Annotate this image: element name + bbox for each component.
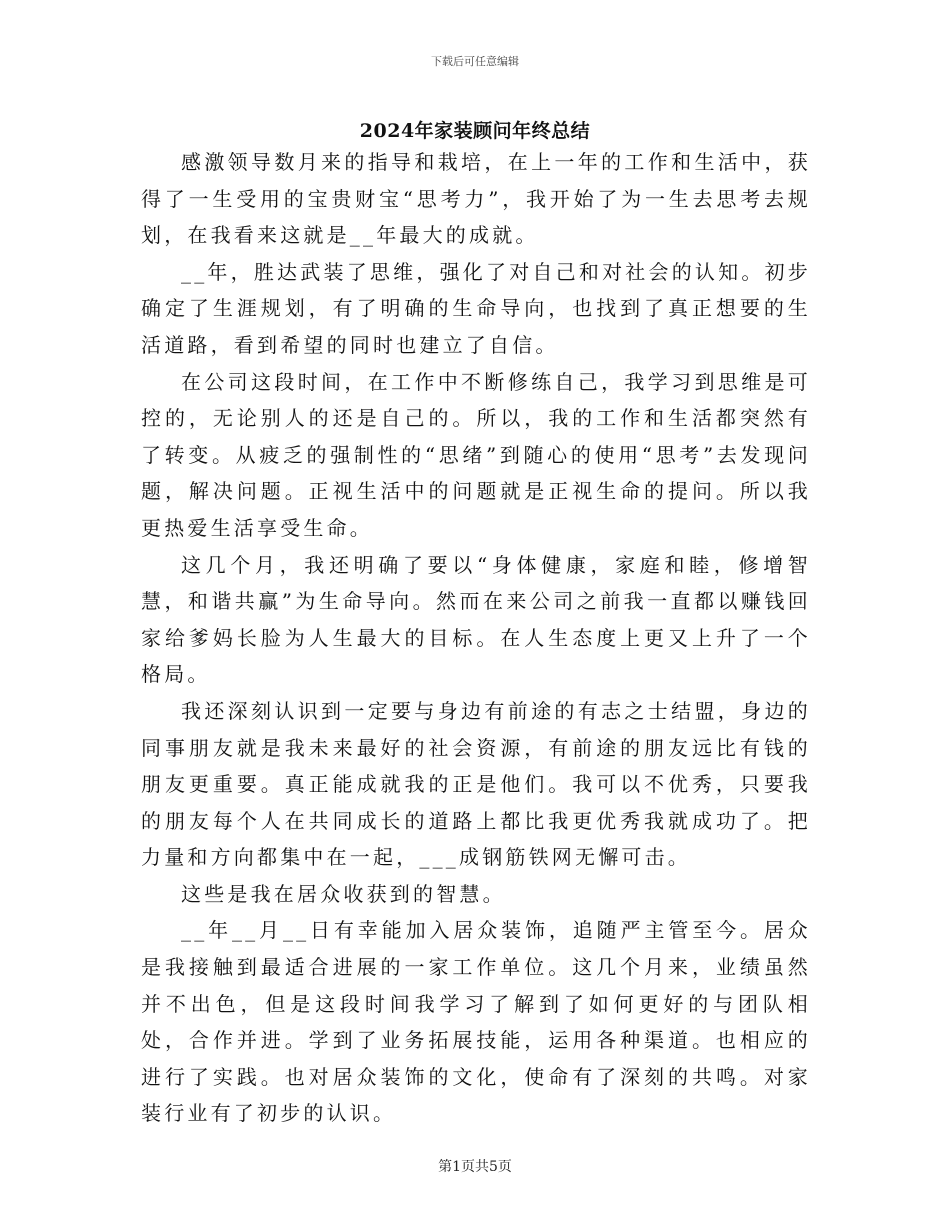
document-title: 2024年家装顾问年终总结 <box>359 120 591 142</box>
paragraph: 感激领导数月来的指导和栽培，在上一年的工作和生活中，获得了一生受用的宝贵财宝“思考力”，我开始了为一生去思考去规划，在我看来这就是__年最大的成就。 <box>141 150 811 248</box>
page-number: 第1页共5页 <box>438 1159 512 1175</box>
document-body <box>141 144 811 1132</box>
paragraph: 这几个月，我还明确了要以“身体健康，家庭和睦，修增智慧，和谐共赢”为生命导向。然而在来公司之前我一直都以赚钱回家给爹妈长脸为人生最大的目标。在人生态度上更又上升了一个格局。 <box>141 552 811 687</box>
paragraph: 我还深刻认识到一定要与身边有前途的有志之士结盟，身边的同事朋友就是我未来最好的社会资源，有前途的朋友远比有钱的朋友更重要。真正能成就我的正是他们。我可以不优秀，只要我的朋友每个人在共同成长的道路上都比我更优秀我就成功了。把力量和方向都集中在一起，___成钢筋铁网无懈可击。 <box>141 698 811 870</box>
paragraph: __年__月__日有幸能加入居众装饰，追随严主管至今。居众是我接触到最适合进展的一家工作单位。这几个月来，业绩虽然并不出色，但是这段时间我学习了解到了如何更好的与团队相处，合作并进。学到了业务拓展技能，运用各种渠道。也相应的进行了实践。也对居众装饰的文化，使命有了深刻的共鸣。对家装行业有了初步的认识。 <box>141 918 811 1126</box>
paragraph: __年，胜达武装了思维，强化了对自己和对社会的认知。初步确定了生涯规划，有了明确的生命导向，也找到了真正想要的生活道路，看到希望的同时也建立了自信。 <box>141 259 811 357</box>
paragraph: 在公司这段时间，在工作中不断修练自己，我学习到思维是可控的，无论别人的还是自己的。所以，我的工作和生活都突然有了转变。从疲乏的强制性的“思绪”到随心的使用“思考”去发现问题，解决问题。正视生活中的问题就是正视生命的提问。所以我更热爱生活享受生命。 <box>141 369 811 540</box>
page-header-note: 下载后可任意编辑 <box>431 55 519 68</box>
paragraph: 这些是我在居众收获到的智慧。 <box>181 881 506 906</box>
